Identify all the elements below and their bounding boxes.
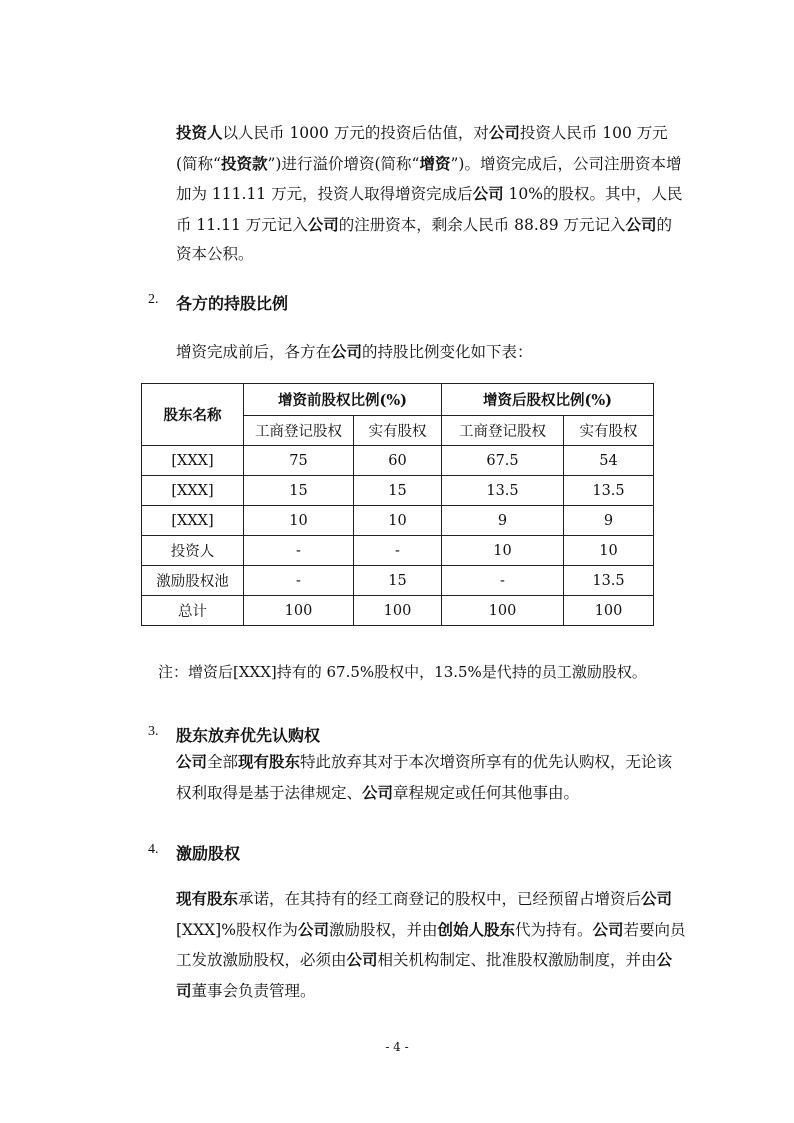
term-company: 公司 <box>362 782 394 802</box>
text-span: 若要向员工发放激励股权，必须由 <box>176 920 686 969</box>
table-row <box>142 446 654 476</box>
cell-name: [XXX] <box>142 446 244 476</box>
cell-name: 总计 <box>142 596 244 626</box>
cell-after-registered: 9 <box>442 506 564 536</box>
term-company: 公司 <box>488 123 520 142</box>
section-title: 激励股权 <box>176 844 241 863</box>
term-company: 公司 <box>176 752 208 771</box>
text-span: 增资完成前后，各方在 <box>176 343 332 361</box>
section-heading-4 <box>148 841 241 864</box>
subheader-actual: 实有股权 <box>564 416 654 446</box>
term-investment-amount: 投资款 <box>220 153 268 173</box>
cell-before-registered: 100 <box>244 596 354 626</box>
text-span: 章程规定或任何其他事由。 <box>393 783 580 802</box>
paragraph-investment <box>176 118 686 270</box>
cell-before-actual: 10 <box>354 506 442 536</box>
cell-after-actual: 13.5 <box>564 566 654 596</box>
section-heading-3 <box>148 723 321 746</box>
shareholding-table <box>141 383 654 626</box>
text-span: 投资人民币 100 万元(简称“ <box>176 124 668 173</box>
term-company: 公司 <box>641 889 673 908</box>
text-span: 的注册资本，剩余人民币 88.89 万元记入 <box>338 215 626 234</box>
cell-before-registered: 10 <box>244 506 354 536</box>
section-title: 股东放弃优先认购权 <box>176 726 321 745</box>
text-span: 承诺，在其持有的经工商登记的股权中，已经预留占增资后 <box>238 890 642 908</box>
text-span: ”)进行溢价增资(简称“ <box>267 154 420 173</box>
cell-name: 投资人 <box>142 536 244 566</box>
paragraph-incentive <box>176 884 686 1006</box>
term-company: 公司 <box>625 214 657 234</box>
cell-after-registered: 10 <box>442 536 564 566</box>
section-title: 各方的持股比例 <box>176 294 289 313</box>
cell-after-actual: 13.5 <box>564 476 654 506</box>
table-note: 注：增资后[XXX]持有的 67.5%股权中，13.5%是代持的员工激励股权。 <box>158 663 647 681</box>
subheader-actual: 实有股权 <box>354 416 442 446</box>
section-heading-2 <box>148 291 289 314</box>
text-span: 以人民币 1000 万元的投资后估值，对 <box>222 124 489 142</box>
cell-before-registered: - <box>244 536 354 566</box>
term-company: 公司 <box>307 214 339 234</box>
term-existing-shareholders: 现有股东 <box>238 752 301 771</box>
text-span: 全部 <box>207 753 239 771</box>
text-span: 相关机构制定、批准股权激励制度，并由 <box>377 951 657 969</box>
cell-after-actual: 10 <box>564 536 654 566</box>
cell-after-registered: 100 <box>442 596 564 626</box>
paragraph-table-intro <box>176 337 686 368</box>
cell-before-actual: 15 <box>354 476 442 506</box>
text-span: 董事会负责管理。 <box>191 981 316 1000</box>
text-span: 10%的股权。其中，人民币 11.11 万元记入 <box>176 185 683 234</box>
text-span: [XXX]%股权作为 <box>176 920 298 939</box>
table-row-total <box>142 596 654 626</box>
table-row <box>142 506 654 536</box>
text-span: 的资本公积。 <box>176 215 673 263</box>
header-shareholder-name: 股东名称 <box>142 384 244 446</box>
table-row <box>142 566 654 596</box>
text-span: 激励股权，并由 <box>328 920 438 939</box>
cell-after-registered: 67.5 <box>442 446 564 476</box>
subheader-registered: 工商登记股权 <box>442 416 564 446</box>
table-row <box>142 476 654 506</box>
term-company: 公司 <box>331 342 363 361</box>
term-company: 公司 <box>592 919 624 939</box>
cell-before-registered: - <box>244 566 354 596</box>
cell-name: 激励股权池 <box>142 566 244 596</box>
term-founder-shareholder: 创始人股东 <box>437 919 515 939</box>
cell-name: [XXX] <box>142 476 244 506</box>
section-number: 3. <box>148 724 159 739</box>
term-capital-increase: 增资 <box>419 153 451 173</box>
cell-before-actual: 100 <box>354 596 442 626</box>
text-span: 代为持有。 <box>514 920 593 939</box>
section-number: 2. <box>148 292 159 307</box>
cell-before-actual: - <box>354 536 442 566</box>
cell-after-actual: 54 <box>564 446 654 476</box>
term-company: 公司 <box>176 950 673 1000</box>
term-investor: 投资人 <box>176 123 223 142</box>
cell-before-actual: 60 <box>354 446 442 476</box>
cell-after-actual: 100 <box>564 596 654 626</box>
cell-after-registered: 13.5 <box>442 476 564 506</box>
cell-after-registered: - <box>442 566 564 596</box>
term-company: 公司 <box>346 950 378 969</box>
text-span: 特此放弃其对于本次增资所享有的优先认购权，无论该权利取得是基于法律规定、 <box>176 753 673 802</box>
cell-before-actual: 15 <box>354 566 442 596</box>
page-number: - 4 - <box>385 1040 409 1054</box>
paragraph-waiver <box>176 747 686 808</box>
text-span: ”)。增资完成后，公司注册资本增加为 111.11 万元，投资人取得增资完成后 <box>176 154 682 203</box>
term-existing-shareholders: 现有股东 <box>176 889 239 908</box>
header-after-increase: 增资后股权比例(%) <box>442 384 654 416</box>
cell-after-actual: 9 <box>564 506 654 536</box>
cell-before-registered: 15 <box>244 476 354 506</box>
cell-before-registered: 75 <box>244 446 354 476</box>
text-span: 的持股比例变化如下表： <box>362 343 533 361</box>
table-row <box>142 536 654 566</box>
cell-name: [XXX] <box>142 506 244 536</box>
section-number: 4. <box>148 842 159 857</box>
term-company: 公司 <box>472 184 504 203</box>
term-company: 公司 <box>297 919 329 939</box>
header-before-increase: 增资前股权比例(%) <box>244 384 442 416</box>
subheader-registered: 工商登记股权 <box>244 416 354 446</box>
